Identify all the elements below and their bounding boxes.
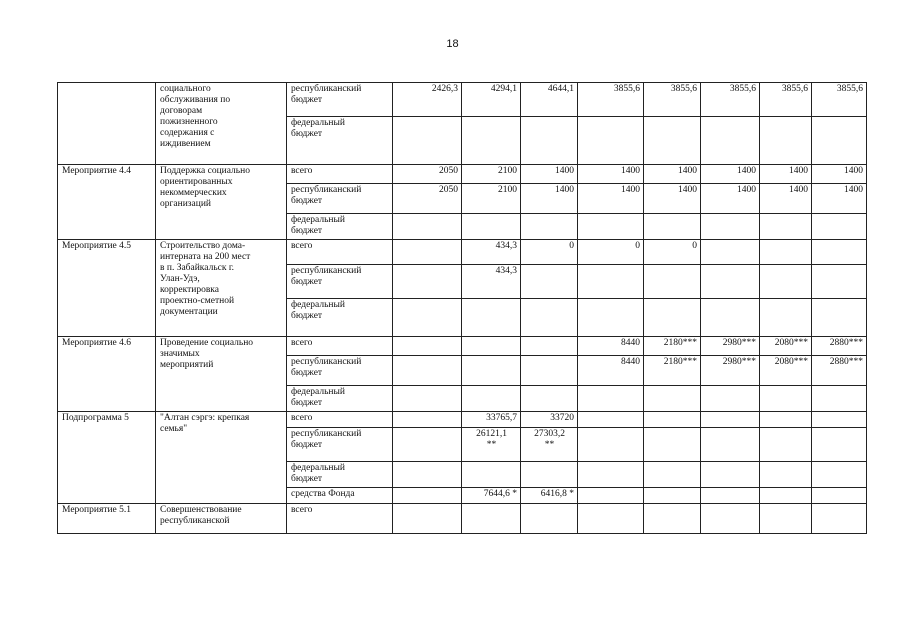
amount-cell: [521, 386, 578, 412]
amount-cell: [812, 428, 867, 462]
amount-cell: [760, 265, 812, 299]
amount-cell: 4644,1: [521, 83, 578, 117]
funding-source-cell: федеральный бюджет: [287, 299, 393, 337]
program-code-cell: Мероприятие 4.5: [58, 240, 156, 337]
funding-source-cell: республиканский бюджет: [287, 265, 393, 299]
amount-cell: 2426,3: [393, 83, 462, 117]
amount-cell: 1400: [760, 184, 812, 214]
table-row: [58, 504, 867, 534]
amount-cell: [812, 265, 867, 299]
amount-cell: [578, 214, 644, 240]
table-row: [58, 83, 867, 117]
amount-cell: [760, 504, 812, 534]
amount-cell: [462, 214, 521, 240]
amount-cell: [462, 299, 521, 337]
amount-cell: [393, 412, 462, 428]
amount-cell: [521, 214, 578, 240]
amount-cell: [578, 504, 644, 534]
table-row: [58, 165, 867, 184]
amount-cell: 2880***: [812, 337, 867, 356]
amount-cell: [760, 214, 812, 240]
amount-cell: 1400: [521, 184, 578, 214]
amount-cell: [760, 488, 812, 504]
amount-cell: [701, 240, 760, 265]
amount-cell: [393, 117, 462, 165]
amount-cell: [462, 462, 521, 488]
amount-cell: [393, 386, 462, 412]
amount-cell: [521, 462, 578, 488]
amount-cell: [644, 386, 701, 412]
program-code-cell: Мероприятие 5.1: [58, 504, 156, 534]
amount-cell: [701, 488, 760, 504]
table-row: [58, 240, 867, 265]
amount-cell: [812, 386, 867, 412]
amount-cell: 1400: [760, 165, 812, 184]
amount-cell: 2880***: [812, 356, 867, 386]
amount-cell: [578, 488, 644, 504]
amount-cell: 1400: [701, 184, 760, 214]
table-row: [58, 412, 867, 428]
amount-cell: [393, 462, 462, 488]
amount-cell: [644, 462, 701, 488]
table-row: [58, 337, 867, 356]
amount-cell: 2100: [462, 165, 521, 184]
amount-cell: 3855,6: [701, 83, 760, 117]
page-number: 18: [446, 38, 459, 50]
amount-cell: 1400: [812, 165, 867, 184]
program-name-cell: Строительство дома- интерната на 200 мест в п. Забайкальск г. Улан-Удэ, корректировка проектно-сметной документации: [156, 240, 287, 337]
program-name-cell: Проведение социально значимых мероприятий: [156, 337, 287, 412]
amount-cell: [578, 299, 644, 337]
amount-cell: 2100: [462, 184, 521, 214]
program-name-cell: "Алтан сэргэ: крепкая семья": [156, 412, 287, 504]
funding-source-cell: федеральный бюджет: [287, 214, 393, 240]
amount-cell: [393, 214, 462, 240]
amount-cell: 3855,6: [812, 83, 867, 117]
amount-cell: 33720: [521, 412, 578, 428]
amount-cell: [521, 265, 578, 299]
amount-cell: [393, 265, 462, 299]
funding-source-cell: республиканский бюджет: [287, 184, 393, 214]
amount-cell: [644, 214, 701, 240]
amount-cell: [578, 117, 644, 165]
amount-cell: 2050: [393, 165, 462, 184]
funding-source-cell: всего: [287, 412, 393, 428]
amount-cell: 33765,7: [462, 412, 521, 428]
amount-cell: [393, 299, 462, 337]
amount-cell: 2180***: [644, 356, 701, 386]
amount-cell: 1400: [812, 184, 867, 214]
amount-cell: [760, 428, 812, 462]
amount-cell: [644, 412, 701, 428]
amount-cell: [760, 412, 812, 428]
amount-cell: [393, 356, 462, 386]
amount-cell: 1400: [578, 165, 644, 184]
amount-cell: [521, 337, 578, 356]
amount-cell: 2050: [393, 184, 462, 214]
program-code-cell: Мероприятие 4.4: [58, 165, 156, 240]
amount-cell: 6416,8 *: [521, 488, 578, 504]
amount-cell: [644, 428, 701, 462]
program-code-cell: [58, 83, 156, 165]
amount-cell: [578, 462, 644, 488]
funding-source-cell: всего: [287, 504, 393, 534]
funding-source-cell: республиканский бюджет: [287, 83, 393, 117]
amount-cell: 0: [521, 240, 578, 265]
amount-cell: [812, 214, 867, 240]
amount-cell: [812, 412, 867, 428]
amount-cell: 3855,6: [644, 83, 701, 117]
amount-cell: [578, 412, 644, 428]
amount-cell: 1400: [644, 165, 701, 184]
amount-cell: [462, 504, 521, 534]
amount-cell: [578, 428, 644, 462]
amount-cell: [521, 117, 578, 165]
amount-cell: [701, 504, 760, 534]
funding-source-cell: федеральный бюджет: [287, 117, 393, 165]
amount-cell: [760, 117, 812, 165]
amount-cell: 8440: [578, 356, 644, 386]
amount-cell: 2180***: [644, 337, 701, 356]
funding-source-cell: всего: [287, 337, 393, 356]
funding-source-cell: средства Фонда: [287, 488, 393, 504]
amount-cell: [760, 386, 812, 412]
amount-cell: [644, 265, 701, 299]
funding-source-cell: федеральный бюджет: [287, 386, 393, 412]
funding-source-cell: всего: [287, 165, 393, 184]
amount-cell: [701, 117, 760, 165]
amount-cell: [701, 386, 760, 412]
amount-cell: [644, 117, 701, 165]
program-name-cell: социального обслуживания по договорам пожизненного содержания с иждивением: [156, 83, 287, 165]
amount-cell: [760, 240, 812, 265]
amount-cell: [701, 462, 760, 488]
amount-cell: [701, 412, 760, 428]
amount-cell: [812, 117, 867, 165]
amount-cell: [393, 488, 462, 504]
amount-cell: [701, 299, 760, 337]
amount-cell: [812, 504, 867, 534]
amount-cell: 0: [578, 240, 644, 265]
amount-cell: [521, 356, 578, 386]
amount-cell: 0: [644, 240, 701, 265]
amount-cell: 1400: [701, 165, 760, 184]
amount-cell: 3855,6: [578, 83, 644, 117]
amount-cell: 7644,6 *: [462, 488, 521, 504]
amount-cell: [393, 504, 462, 534]
funding-source-cell: всего: [287, 240, 393, 265]
amount-cell: 3855,6: [760, 83, 812, 117]
program-name-cell: Поддержка социально ориентированных некоммерческих организаций: [156, 165, 287, 240]
amount-cell: [578, 265, 644, 299]
amount-cell: [644, 504, 701, 534]
amount-cell: 2080***: [760, 356, 812, 386]
funding-source-cell: республиканский бюджет: [287, 356, 393, 386]
amount-cell: [760, 299, 812, 337]
amount-cell: 434,3: [462, 265, 521, 299]
funding-source-cell: республиканский бюджет: [287, 428, 393, 462]
amount-cell: 2980***: [701, 356, 760, 386]
amount-cell: [644, 299, 701, 337]
amount-cell: [462, 356, 521, 386]
amount-cell: 8440: [578, 337, 644, 356]
amount-cell: [393, 240, 462, 265]
program-code-cell: Мероприятие 4.6: [58, 337, 156, 412]
amount-cell: [812, 462, 867, 488]
amount-cell: 1400: [521, 165, 578, 184]
amount-cell: 1400: [644, 184, 701, 214]
amount-cell: [812, 240, 867, 265]
amount-cell: [701, 428, 760, 462]
amount-cell: [462, 117, 521, 165]
amount-cell: [701, 265, 760, 299]
amount-cell: 1400: [578, 184, 644, 214]
amount-cell: [644, 488, 701, 504]
amount-cell: [521, 504, 578, 534]
amount-cell: [393, 337, 462, 356]
amount-cell: 2080***: [760, 337, 812, 356]
budget-table: [57, 82, 867, 534]
amount-cell: [521, 299, 578, 337]
amount-cell: 27303,2 **: [521, 428, 578, 462]
program-code-cell: Подпрограмма 5: [58, 412, 156, 504]
amount-cell: 26121,1 **: [462, 428, 521, 462]
amount-cell: [462, 337, 521, 356]
amount-cell: [760, 462, 812, 488]
funding-source-cell: федеральный бюджет: [287, 462, 393, 488]
program-name-cell: Совершенствование республиканской: [156, 504, 287, 534]
amount-cell: 434,3: [462, 240, 521, 265]
amount-cell: [812, 299, 867, 337]
amount-cell: [701, 214, 760, 240]
amount-cell: [578, 386, 644, 412]
amount-cell: [462, 386, 521, 412]
amount-cell: 2980***: [701, 337, 760, 356]
amount-cell: [393, 428, 462, 462]
amount-cell: 4294,1: [462, 83, 521, 117]
amount-cell: [812, 488, 867, 504]
